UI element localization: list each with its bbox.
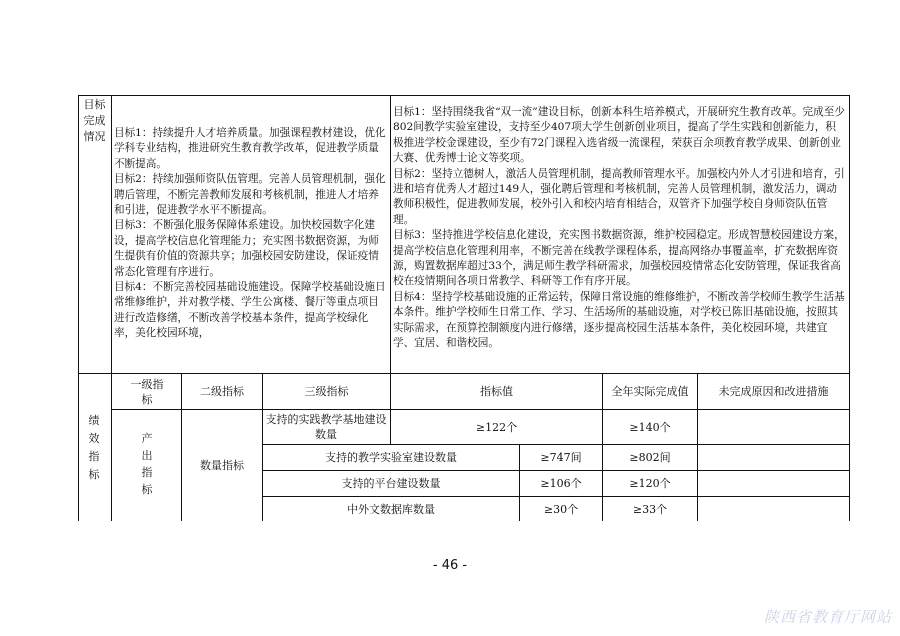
label-column-divider xyxy=(111,95,112,521)
table-row-3-name: 支持的平台建设数量 xyxy=(341,477,441,490)
planned-target-1: 目标1：持续提升人才培养质量。加强课程教材建设，优化学科专业结构，推进研究生教育教学改革，促进教学质量不断提高。 xyxy=(114,127,386,170)
actual-targets xyxy=(393,105,846,352)
table-row-3-actual: ≥120个 xyxy=(629,477,671,490)
table-border-left xyxy=(78,95,79,521)
header-target: 指标值 xyxy=(480,385,513,398)
table-row-2-name: 支持的教学实验室建设数量 xyxy=(325,451,457,464)
target-column-divider xyxy=(390,95,391,373)
header-level3: 三级指标 xyxy=(304,385,349,398)
level1-value: 产出指标 xyxy=(141,432,153,496)
header-reason: 未完成原因和改进措施 xyxy=(718,385,829,398)
level2-value: 数量指标 xyxy=(200,459,244,472)
target-section-label: 目标完成情况 xyxy=(83,98,106,143)
page-number: - 46 - xyxy=(432,558,468,573)
table-row-1-reason xyxy=(698,410,849,444)
table-row-3-reason xyxy=(698,471,849,496)
table-border-top xyxy=(78,95,850,96)
table-row-2-reason xyxy=(698,445,849,470)
table-row-1-name: 支持的实践教学基地建设数量 xyxy=(265,413,387,441)
header-level2: 二级指标 xyxy=(200,385,244,398)
table-row-1-actual: ≥140个 xyxy=(629,420,671,434)
indicator-section-label: 绩效指标 xyxy=(88,414,100,481)
table-row-4-target: ≥30个 xyxy=(543,502,579,516)
table-row-4-name: 中外文数据库数量 xyxy=(347,502,435,516)
table-row-2-target: ≥747间 xyxy=(540,451,582,464)
site-watermark: 陕西省教育厅网站 xyxy=(763,608,892,626)
planned-targets xyxy=(114,126,387,342)
table-row-4-actual: ≥33个 xyxy=(632,502,668,516)
actual-target-4: 目标4：坚持学校基础设施的正常运转，保障日常设施的维修维护，不断改善学校师生教学生活基本条件。维护学校师生日常工作、学习、生活场所的基础设施，对学校已陈旧基础设施，按照其实际需求，在预算控制额度内进行修缮，逐步提高校园生活基本条件，美化校园环境，共建宜学、宜居、和谐校园。 xyxy=(393,290,845,350)
table-row-4-reason xyxy=(698,497,849,521)
actual-target-1: 目标1：坚持围绕我省“双一流”建设目标，创新本科生培养模式，开展研究生教育改革。完成至少802间教学实验室建设，支持至少407项大学生创新创业项目，提高了学生实践和创新能力，积极推进学校金课建设，至少有72门课程入选省级一流课程，荣获百余项教育教学成果、创新创业大赛、优秀博士论文等奖项。 xyxy=(393,106,845,165)
table-border-right xyxy=(849,95,850,521)
actual-target-3: 目标3：坚持推进学校信息化建设，充实图书数据资源，维护校园稳定。形成智慧校园建设方案，提高学校信息化管理利用率，不断完善在线教学课程体系，提高网络办事覆盖率，扩充数据库资源，购置数据库超过33个，满足师生教学科研需求，加强校园疫情常态化安防管理，保证我省高校在疫情期间各项日常教学、科研等工作有序开展。 xyxy=(393,229,845,288)
table-row-2-actual: ≥802间 xyxy=(629,451,671,464)
table-row-3-target: ≥106个 xyxy=(540,477,582,490)
actual-target-2: 目标2：坚持立德树人，激活人员管理机制，提高教师管理水平。加强校内外人才引进和培育，引进和培育优秀人才超过149人，强化聘后管理和考核机制，完善人员管理机制，激发活力，调动教师积极性，促进教师发展，校外引入和校内培育相结合，双管齐下加强学校自身师资队伍管理。 xyxy=(393,167,845,226)
table-row-1-target: ≥122个 xyxy=(475,420,518,434)
planned-target-2: 目标2：持续加强师资队伍管理。完善人员管理机制，强化聘后管理，不断完善教师发展和考核机制，推进人才培养和引进，促进教学水平不断提高。 xyxy=(114,173,386,217)
header-actual: 全年实际完成值 xyxy=(611,385,689,398)
planned-target-4: 目标4：不断完善校园基础设施建设。保障学校基础设施日常维修维护，并对教学楼、学生公寓楼、餐厅等重点项目进行改造修缮，不断改善学校基本条件，提高学校绿化率，美化校园环境， xyxy=(114,281,386,340)
planned-target-3: 目标3：不断强化服务保障体系建设。加快校园数字化建设，提高学校信息化管理能力；充实图书数据资源，为师生提供有价值的资源共享；加强校园安防建设，保证疫情常态化管理有序进行。 xyxy=(114,219,379,278)
header-level1: 一级指标 xyxy=(130,377,164,406)
